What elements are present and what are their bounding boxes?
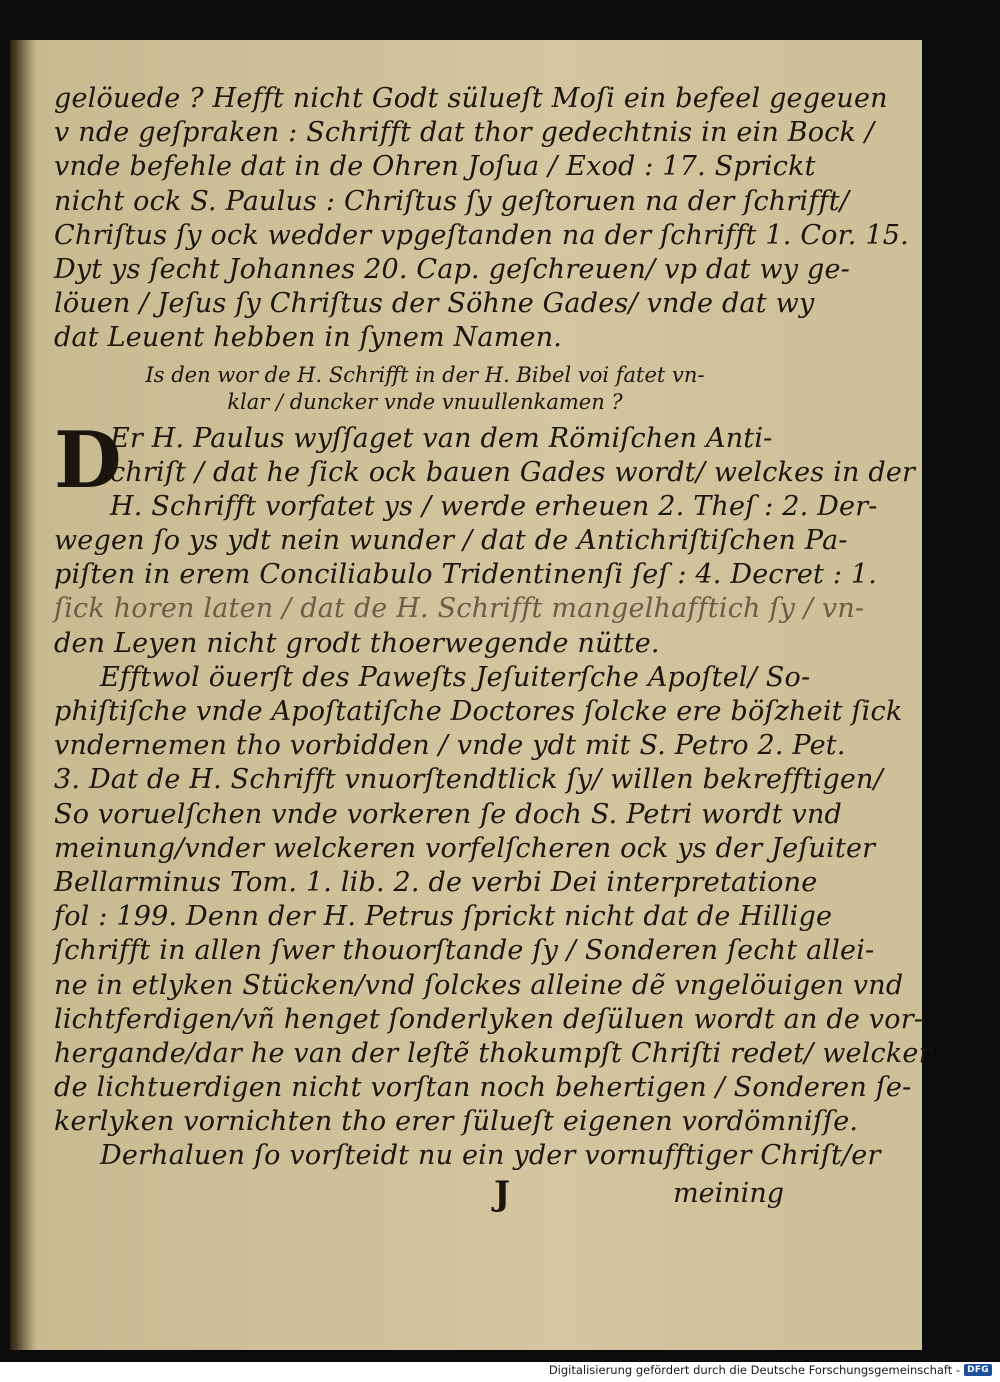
text-line: 3. Dat de H. Schrifft vnuorſtendtlick ſy/ willen bekrefftigen/ — [54, 764, 883, 796]
text-line: nicht ock S. Paulus : Chriſtus ſy geſtoruen na der ſchrifft/ — [54, 185, 850, 217]
section-heading-line: Is den wor de H. Schrifft in der H. Bibel voi fatet vn- — [145, 362, 705, 387]
text-line: löuen / Jeſus ſy Chriſtus der Söhne Gades/ vnde dat wy — [54, 288, 815, 320]
text-line: piſten in erem Conciliabulo Tridentinenſi ſeſ : 4. Decret : 1. — [54, 559, 878, 591]
text-line: kerlyken vornichten tho erer ſülueſt eigenen vordömniſſe. — [54, 1106, 859, 1138]
digitization-footer — [549, 1362, 992, 1378]
page-foot-row — [54, 1174, 784, 1214]
text-line: vndernemen tho vorbidden / vnde ydt mit S. Petro 2. Pet. — [54, 730, 846, 762]
text-line: hergande/dar he van der leſtẽ thokumpſt Chriſti redet/ welcker — [54, 1037, 932, 1069]
text-line: H. Schrifft vorfatet ys / werde erheuen 2. Theſ : 2. Der- — [110, 490, 878, 522]
dfg-logo: DFG — [964, 1364, 992, 1376]
text-line: Efftwol öuerſt des Paweſts Jeſuiterſche Apoſtel/ So- — [100, 661, 811, 693]
text-line: wegen ſo ys ydt nein wunder / dat de Antichriſtiſchen Pa- — [54, 525, 848, 557]
text-line: ne in etlyken Stücken/vnd ſolckes alleine dẽ vngelöuigen vnd — [54, 969, 904, 1001]
signature-mark: J — [494, 1173, 511, 1214]
text-line: dat Leuent hebben in ſynem Namen. — [54, 322, 563, 354]
text-line: fol : 199. Denn der H. Petrus ſprickt nicht dat de Hillige — [54, 901, 833, 933]
gutter-shadow — [10, 40, 38, 1350]
text-line: So voruelſchen vnde vorkeren ſe doch S. Petri wordt vnd — [54, 798, 843, 830]
text-line: chriſt / dat he ſick ock bauen Gades wordt/ welckes in der — [110, 456, 916, 488]
text-line: Er H. Paulus wyſſaget van dem Römiſchen Anti- — [110, 422, 773, 454]
dropcap-paragraph — [54, 414, 916, 661]
text-line: den Leyen nicht grodt thoerwegende nütte. — [54, 627, 660, 659]
text-line: de lichtuerdigen nicht vorſtan noch behertigen / Sonderen ſe- — [54, 1072, 912, 1104]
text-line: gelöuede ? Hefft nicht Godt sülueſt Moſi ein befeel gegeuen — [54, 83, 888, 114]
text-line: lichtferdigen/vñ henget ſonderlyken deſüluen wordt an de vor- — [54, 1003, 924, 1035]
text-line: ſick horen laten / dat de H. Schrifft mangelhafftich ſy / vn- — [54, 593, 865, 625]
page-text — [54, 82, 932, 1214]
funding-credit: Digitalisierung gefördert durch die Deutsche Forschungsgemeinschaft - — [548, 1363, 961, 1377]
text-line: ſchrifft in allen ſwer thouorſtande ſy / Sonderen ſecht allei- — [54, 935, 875, 967]
section-heading-line: klar / duncker vnde vnuullenkamen ? — [227, 389, 623, 414]
text-line: Bellarminus Tom. 1. lib. 2. de verbi Dei interpretatione — [54, 866, 818, 898]
text-line: Dyt ys ſecht Johannes 20. Cap. geſchreuen/ vp dat wy ge- — [54, 253, 850, 285]
book-page — [10, 40, 932, 1350]
text-line: Chriſtus ſy ock wedder vpgeſtanden na der ſchrifft 1. Cor. 15. — [54, 219, 909, 251]
text-line: v nde geſpraken : Schrifft dat thor gedechtnis in ein Bock / — [54, 117, 875, 149]
text-line: Derhaluen ſo vorſteidt nu ein yder vornufftiger Chriſt/er — [100, 1140, 881, 1172]
text-line: phiſtiſche vnde Apoſtatiſche Doctores ſolcke ere böſzheit ſick — [54, 696, 903, 727]
dropcap-letter: D — [54, 414, 122, 506]
text-line: meinung/vnder welckeren vorfelſcheren ock ys der Jeſuiter — [54, 832, 876, 864]
text-line: vnde befehle dat in de Ohren Joſua / Exod : 17. Sprickt — [54, 151, 816, 183]
catchword: meining — [673, 1177, 784, 1209]
